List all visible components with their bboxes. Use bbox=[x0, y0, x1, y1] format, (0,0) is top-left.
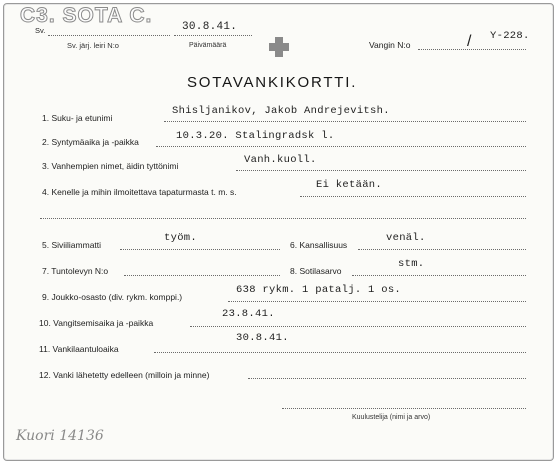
field-1-value: Shisljanikov, Jakob Andrejevitsh. bbox=[172, 105, 390, 117]
field-6-value: venäl. bbox=[386, 232, 426, 244]
stamp-mark: C3. SOTA C. bbox=[20, 4, 153, 27]
sv-prefix: Sv. bbox=[35, 26, 46, 35]
field-2-value: 10.3.20. Stalingradsk l. bbox=[176, 130, 335, 142]
field-9-line bbox=[228, 301, 526, 302]
field-4-label: 4. Kenelle ja mihin ilmoitettava tapaturmasta t. m. s. bbox=[42, 187, 237, 197]
field-11-label: 11. Vankilaantuloaika bbox=[39, 344, 119, 354]
prisoner-card bbox=[3, 3, 554, 461]
sv-line bbox=[48, 35, 170, 36]
prisoner-number-slash: / bbox=[467, 33, 472, 50]
field-10-line bbox=[190, 326, 526, 327]
field-4-line-2 bbox=[40, 218, 526, 219]
prisoner-number-line bbox=[418, 49, 526, 50]
field-1-line bbox=[164, 121, 526, 122]
signature-line bbox=[282, 408, 526, 409]
prisoner-number-value: Y-228. bbox=[490, 30, 530, 42]
field-2-line bbox=[156, 146, 526, 147]
field-5-line bbox=[120, 249, 280, 250]
date-value: 30.8.41. bbox=[182, 21, 238, 33]
field-3-value: Vanh.kuoll. bbox=[244, 154, 317, 166]
field-4-line bbox=[300, 196, 526, 197]
field-11-value: 30.8.41. bbox=[236, 332, 289, 344]
field-6-line bbox=[358, 249, 526, 250]
field-10-label: 10. Vangitsemisaika ja -paikka bbox=[39, 318, 154, 328]
field-8-line bbox=[352, 275, 526, 276]
field-9-label: 9. Joukko-osasto (div. rykm. komppi.) bbox=[42, 292, 183, 302]
field-5-value: työm. bbox=[164, 232, 198, 244]
red-cross-icon bbox=[269, 37, 289, 57]
signature-label: Kuulustelija (nimi ja arvo) bbox=[352, 414, 431, 421]
field-6-label: 6. Kansallisuus bbox=[290, 240, 348, 250]
field-7-line bbox=[124, 275, 280, 276]
field-1-label: 1. Suku- ja etunimi bbox=[42, 113, 113, 123]
prisoner-number-label: Vangin N:o bbox=[369, 40, 411, 50]
field-12-line bbox=[248, 378, 526, 379]
field-3-label: 3. Vanhempien nimet, äidin tyttönimi bbox=[42, 161, 179, 171]
field-2-label: 2. Syntymäaika ja -paikka bbox=[42, 137, 139, 147]
sv-camp-label: Sv. järj. leiri N:o bbox=[67, 41, 119, 50]
handwritten-note: Kuori 14136 bbox=[16, 428, 104, 444]
field-12-label: 12. Vanki lähetetty edelleen (milloin ja minne) bbox=[39, 370, 210, 380]
field-3-line bbox=[236, 170, 526, 171]
card-title: SOTAVANKIKORTTI. bbox=[187, 74, 358, 91]
date-label: Päivämäärä bbox=[189, 42, 227, 49]
field-10-value: 23.8.41. bbox=[222, 308, 275, 320]
field-11-line bbox=[154, 352, 526, 353]
field-8-value: stm. bbox=[398, 258, 425, 270]
date-line bbox=[174, 35, 252, 36]
field-5-label: 5. Siviiliammatti bbox=[42, 240, 102, 250]
field-7-label: 7. Tuntolevyn N:o bbox=[42, 266, 109, 276]
field-8-label: 8. Sotilasarvo bbox=[290, 266, 342, 276]
field-4-value: Ei ketään. bbox=[316, 179, 383, 191]
field-9-value: 638 rykm. 1 patalj. 1 os. bbox=[236, 284, 402, 296]
